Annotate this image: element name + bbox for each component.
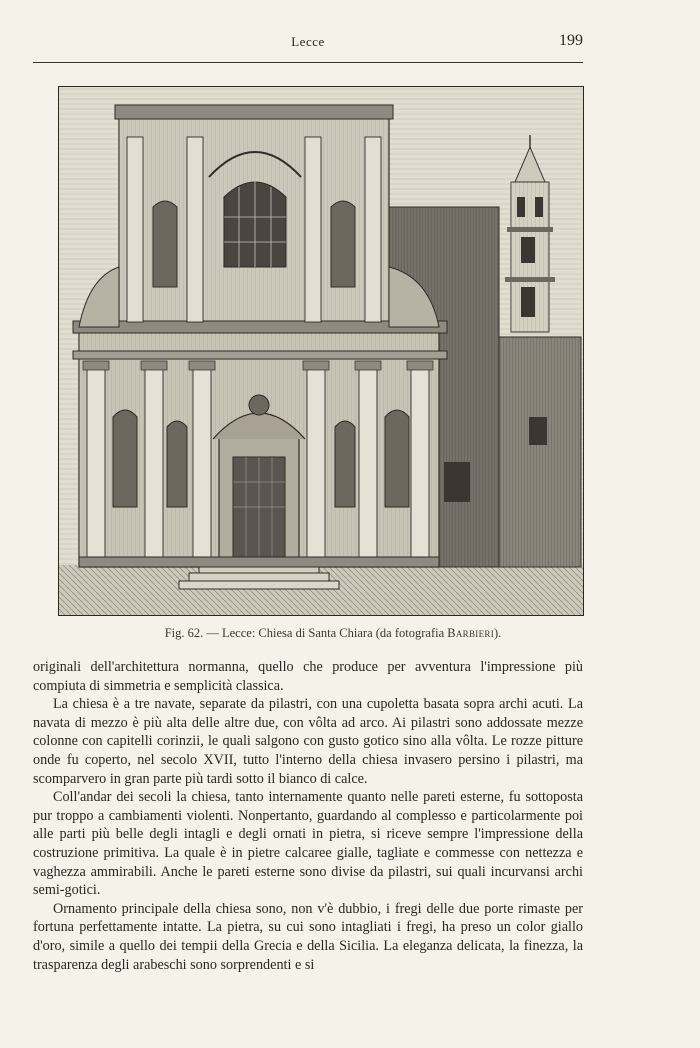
caption-suffix: ). <box>494 626 502 640</box>
figure-caption <box>33 626 633 641</box>
caption-main: Chiesa di Santa Chiara (da fotografia <box>258 626 445 640</box>
paragraph-2: La chiesa è a tre navate, separate da pilastri, con una cupoletta basata sopra archi acuti. La navata di mezzo è più alta delle altre due, con vôlta ad arco. Ai pilastri sono addossate mezze colonne con capitelli corinzii, le quali salgono con gusto gotico sino alla vôlta. Le rozze pitture onde fu coperto, nel secolo XVII, tutto l'interno della chiesa invasero persino i pilastri, ma scomparvero in gran parte più tardi sotto il bianco di calce. <box>33 696 583 787</box>
running-header <box>33 30 583 56</box>
paragraph-1: originali dell'architettura normanna, quello che produce per avventura l'impressione più compiuta di simmetria e semplicità classica. <box>33 659 583 694</box>
caption-credit: Barbieri <box>447 626 494 640</box>
paragraph-4: Ornamento principale della chiesa sono, non v'è dubbio, i fregi delle due porte rimaste per fortuna perfettamente intatte. La pietra, su cui sono intagliati i fregi, ha preso un color giallo d'oro, simile a quello dei tempii della Grecia e della Sicilia. La eleganza delicata, la finezza, la trasparenza degli arabeschi sono sorprendenti e si <box>33 900 583 973</box>
caption-prefix: Fig. 62. — Lecce: <box>164 626 256 640</box>
header-rule <box>33 62 583 63</box>
body-text <box>33 658 583 974</box>
paragraph-3: Coll'andar dei secoli la chiesa, tanto internamente quanto nelle pareti esterne, fu sottoposta pur troppo a cambiamenti violenti. Nonpertanto, guardando al complesso e particolarmente poi alle parti più belle degli intagli e degli ornati in pietra, si riceve sempre l'impressione della costruzione primitiva. La quale è in pietre calcaree gialle, tagliate e commesse con nettezza e vaghezza ammirabili. Anche le pareti esterne sono divise da pilastri, sui quali incurvansi archi semi-gotici. <box>33 789 583 899</box>
church-engraving <box>59 87 583 615</box>
running-title: Lecce <box>291 34 325 49</box>
page-number: 199 <box>559 32 583 49</box>
engraving-figure <box>58 86 584 616</box>
